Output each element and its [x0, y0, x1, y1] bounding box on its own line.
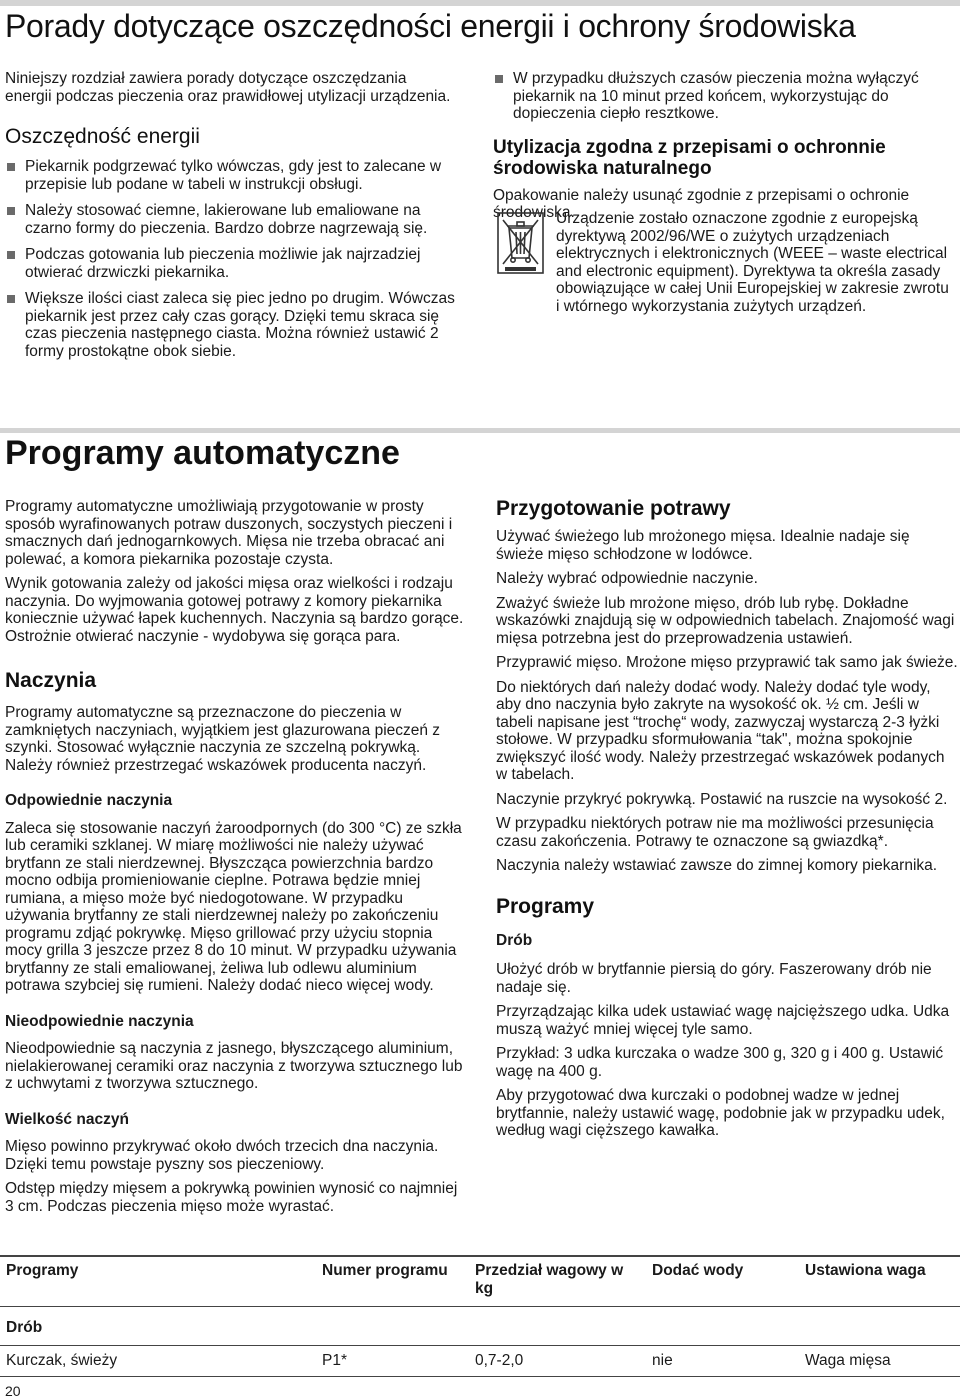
programs-paragraph: Ułożyć drób w brytfannie piersią do góry. Faszerowany drób nie nadaje się. — [496, 961, 932, 996]
suitable-text: Zaleca się stosowanie naczyń żaroodpornych (do 300 °C) ze szkła lub ceramiki szklanej. W miarę możliwości nie należy używać brytfann ze stali nierdzewnej. Błyszcząca powierzchnia bardzo mocno odbija promieniowanie cieplne. Potrawa będzie mniej rumiana, a mięso może być niedogotowane. W przypadku używania brytfanny ze stali nierdzewnej należy po zakończeniu programu zdjąć pokrywkę. Mięso grillować przy użyciu stopnia mocy grilla 3 jeszcze przez 8 do 10 minut. W przypadku używania brytfanny ze stali emaliowanej, żeliwa lub odlewu aluminium potrawa szybciej się rumieni. Należy dodać nieco więcej wody. — [5, 819, 462, 994]
prep-paragraph: Naczynie przykryć pokrywką. Postawić na ruszcie na wysokość 2. — [496, 790, 948, 808]
size-heading: Wielkość naczyń — [5, 1110, 129, 1128]
auto-paragraph: Wynik gotowania zależy od jakości mięsa oraz wielkości i rodzaju naczynia. Do wyjmowania gotowej potrawy z komory piekarnika koniecznie używać łapek kuchennych. Naczynia są bardzo gorące. Ostrożnie otwierać naczynie - wydobywa się gorąca para. — [5, 575, 464, 645]
weee-text: Urządzenie zostało oznaczone zgodnie z europejską dyrektywą 2002/96/WE o zużytych urządzeniach elektrycznych i elektronicznych (WEEE – waste electrical and electronic equipment). Dyrektywa ta określa zasady obowiązujące w całej Unii Europejskiej w zakresie zwrotu i wtórnego wykorzystania zużytych urządzeń. — [556, 210, 949, 315]
disposal-text: Opakowanie należy usunąć zgodnie z przepisami o ochronie środowiska. — [493, 186, 910, 221]
prep-heading: Przygotowanie potrawy — [496, 497, 731, 520]
auto-paragraph: Programy automatyczne umożliwiają przygotowanie w prosty sposób wyrafinowanych potraw duszonych, soczystych pieczeni i smacznych dań jednogarnkowych. Mięsa nie trzeba obracać ani polewać, a komora piekarnika pozostaje czysta. — [5, 498, 453, 568]
intro-text: Niniejszy rozdział zawiera porady dotyczące oszczędzania energii podczas pieczenia oraz prawidłowej utylizacji urządzenia. — [5, 70, 451, 105]
table-group-row — [0, 1307, 960, 1346]
group-label: Drób — [0, 1307, 960, 1346]
section-divider — [0, 428, 960, 433]
page-number: 20 — [5, 1383, 21, 1399]
prep-paragraph: W przypadku niektórych potraw nie ma możliwości przesunięcia czasu zakończenia. Potrawy te oznaczone są gwiazdką*. — [496, 815, 934, 850]
table-cell: P1* — [316, 1346, 469, 1377]
prep-paragraph: Przyprawić mięso. Mrożone mięso przyprawić tak samo jak świeże. — [496, 654, 958, 671]
section-title: Programy automatyczne — [5, 434, 400, 472]
table-row — [0, 1346, 960, 1377]
auto-column — [5, 498, 465, 1222]
table-header-row — [0, 1256, 960, 1307]
list-item: Podczas gotowania lub pieczenia możliwie jak najrzadziej otwierać drzwiczki piekarnika. — [5, 246, 455, 281]
poultry-heading: Drób — [496, 931, 533, 949]
prep-column — [496, 497, 958, 1147]
page-title: Porady dotyczące oszczędności energii i ochrony środowiska — [5, 8, 856, 44]
top-rule — [0, 0, 960, 6]
prep-paragraph: Do niektórych dań należy dodać wody. Należy dodać tyle wody, aby dno naczynia było zakryte na wysokość ok. ½ cm. Jeśli w tabeli napisane jest “trochę“ wody, zazwyczaj wystarczą 2-3 łyżki stołowe. W przypadku sformułowania “tak", można spokojnie zwiększyć ilość wody. Należy przestrzegać wskazówek podanych w tabelach. — [496, 678, 945, 783]
programs-paragraph: Przyrządzając kilka udek ustawiać wagę najcięższego udka. Udka muszą ważyć mniej więcej tyle samo. — [496, 1003, 950, 1038]
energy-list-continued — [493, 70, 955, 123]
list-item: Piekarnik podgrzewać tylko wówczas, gdy jest to zalecane w przepisie lub podane w tabeli w instrukcji obsługi. — [5, 158, 455, 193]
list-item: Należy stosować ciemne, lakierowane lub emaliowane na czarno formy do pieczenia. Bardzo dobrze nagrzewają się. — [5, 202, 455, 237]
energy-heading: Oszczędność energii — [5, 125, 200, 148]
size-text: Mięso powinno przykrywać około dwóch trzecich dna naczynia. Dzięki temu powstaje pyszny sos pieczeniowy. — [5, 1138, 439, 1173]
prep-paragraph: Używać świeżego lub mrożonego mięsa. Idealnie nadaje się świeże mięso schłodzone w lodówce. — [496, 528, 910, 563]
size-text: Odstęp między mięsem a pokrywką powinien wynosić co najmniej 3 cm. Podczas pieczenia mięso może wyrastać. — [5, 1180, 458, 1215]
dishes-paragraph: Programy automatyczne są przeznaczone do pieczenia w zamkniętych naczyniach, wyjątkiem jest glazurowana pieczeń z szynki. Stosować wyłącznie naczynia ze szczelną pokrywką. Należy również przestrzegać wskazówek producenta naczyń. — [5, 704, 441, 774]
programs-heading: Programy — [496, 894, 595, 918]
suitable-heading: Odpowiednie naczynia — [5, 792, 173, 809]
prep-paragraph: Należy wybrać odpowiednie naczynie. — [496, 570, 758, 587]
programs-paragraph: Aby przygotować dwa kurczaki o podobnej wadze w jednej brytfannie, należy ustawić wagę, podobnie jak w przypadku udek, według wagi cięższego kawałka. — [496, 1087, 945, 1139]
table-cell: nie — [646, 1346, 799, 1377]
list-item: Większe ilości ciast zaleca się piec jedno po drugim. Wówczas piekarnik jest przez cały czas gorący. Dzięki temu skraca się czas pieczenia następnego ciasta. Można również ustawić 2 formy prostokątne obok siebie. — [5, 290, 455, 360]
dishes-heading: Naczynia — [5, 669, 97, 692]
list-item: W przypadku dłuższych czasów pieczenia można wyłączyć piekarnik na 10 minut przed końcem, wykorzystując do dopieczenia ciepło resztkowe. — [493, 70, 955, 123]
prep-paragraph: Naczynia należy wstawiać zawsze do zimnej komory piekarnika. — [496, 857, 938, 874]
column-header: Programy — [0, 1256, 316, 1307]
column-header: Numer programu — [316, 1256, 469, 1307]
unsuitable-text: Nieodpowiednie są naczynia z jasnego, błyszczącego aluminium, nielakierowanej ceramiki oraz naczynia z tworzywa sztucznego lub z uchwytami z tworzywa sztucznego. — [5, 1040, 463, 1092]
column-header: Ustawiona waga — [799, 1256, 960, 1307]
unsuitable-heading: Nieodpowiednie naczynia — [5, 1012, 194, 1030]
table-cell: 0,7-2,0 — [469, 1346, 646, 1377]
weee-bin-icon — [497, 212, 544, 274]
energy-column — [5, 70, 455, 369]
disposal-heading: Utylizacja zgodna z przepisami o ochronnie środowiska naturalnego — [493, 136, 886, 179]
prep-paragraph: Zważyć świeże lub mrożone mięso, drób lub rybę. Dokładne wskazówki znajdują się w odpowiednich tabelach. Znajomość wagi mięsa potrzebna jest do przeprowadzenia ustawień. — [496, 594, 955, 647]
table-cell: Waga mięsa — [799, 1346, 960, 1377]
column-header: Dodać wody — [646, 1256, 799, 1307]
energy-list — [5, 158, 455, 360]
programs-paragraph: Przykład: 3 udka kurczaka o wadze 300 g, 320 g i 400 g. Ustawić wagę na 400 g. — [496, 1045, 944, 1080]
disposal-column — [493, 70, 955, 229]
table-cell: Kurczak, świeży — [0, 1346, 316, 1377]
column-header: Przedział wagowy w kg — [469, 1256, 646, 1307]
programs-table — [0, 1255, 960, 1377]
